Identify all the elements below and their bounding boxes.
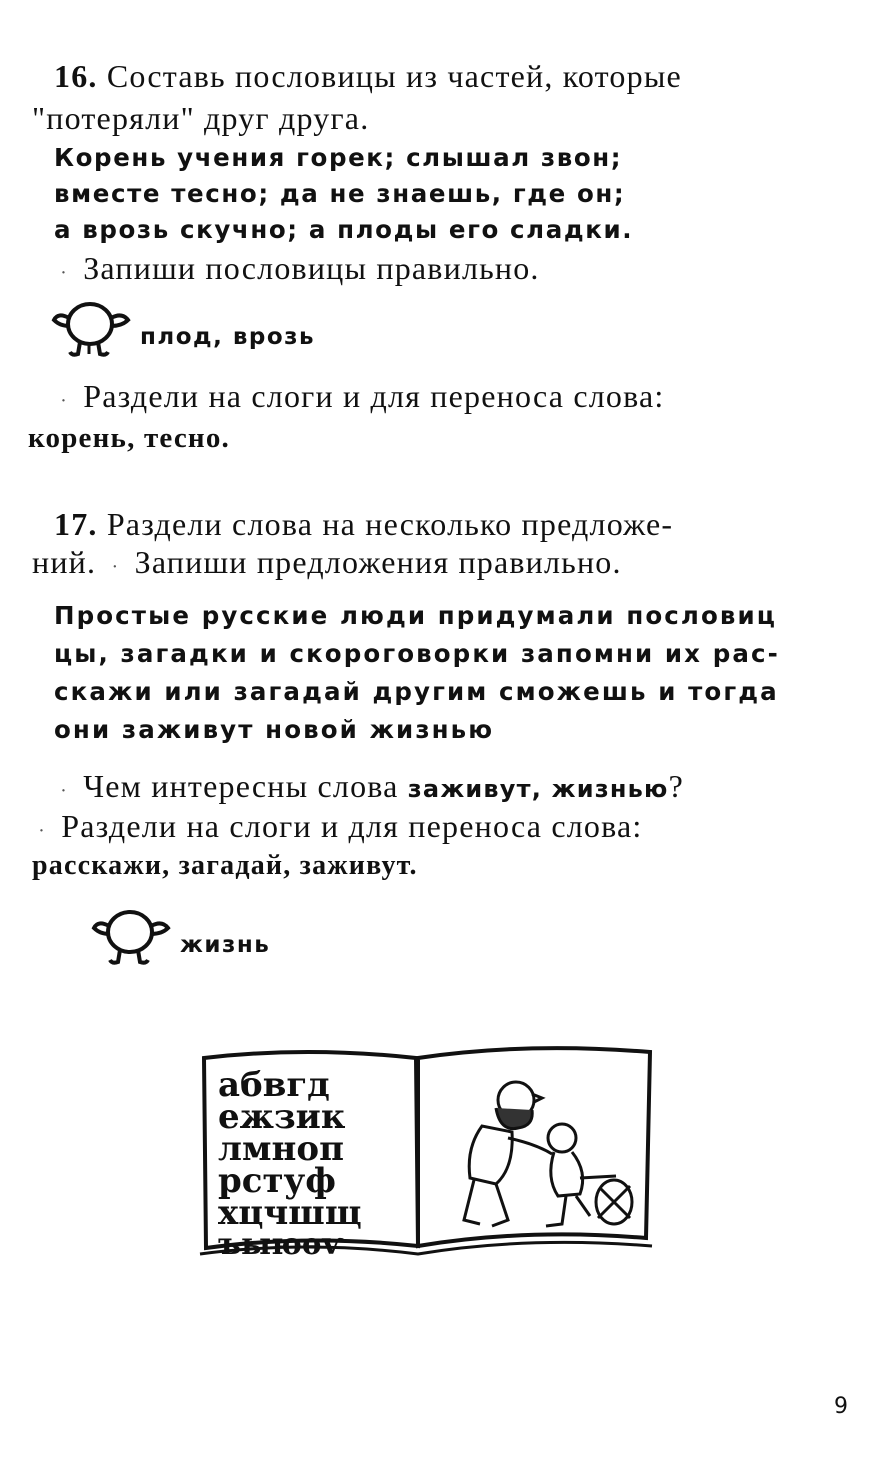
alphabet-row: ежзик xyxy=(218,1097,346,1137)
task17-question xyxy=(54,766,834,811)
task16-instruction2-text: Раздели на слоги и для переноса слова: xyxy=(83,378,665,414)
page-number: 9 xyxy=(834,1394,848,1419)
task16-proverb-line: Корень учения горек; слышал звон; xyxy=(54,143,623,172)
task16-number: 16. xyxy=(54,58,98,94)
alphabet-row: хцчшщ xyxy=(218,1193,362,1233)
task17-number: 17. xyxy=(54,506,98,542)
task16-proverb-line: вместе тесно; да не знаешь, где он; xyxy=(54,179,626,208)
task17-bold-words: расскажи, загадай, заживут. xyxy=(32,850,418,881)
alphabet-row: лмноп xyxy=(218,1129,344,1169)
task17-text-line: скажи или загадай другим сможешь и тогда xyxy=(54,677,779,706)
task17-text-line1: Раздели слова на несколько предложе- xyxy=(106,506,674,542)
dictionary-character-icon xyxy=(90,904,172,970)
task17-question-suffix: ? xyxy=(668,768,684,804)
alphabet-row: абвгд xyxy=(218,1065,330,1105)
task17-text-line2b: Запиши предложения правильно. xyxy=(134,544,622,580)
task17-question-prefix: Чем интересны слова xyxy=(83,768,408,804)
task17-instruction-text: Раздели на слоги и для переноса слова: xyxy=(61,808,643,844)
bullet-icon: · xyxy=(38,820,46,842)
task16-dictionary-words: плод, врозь xyxy=(140,324,316,350)
task17-question-bold: заживут, жизнью xyxy=(407,775,669,803)
task17-text-line2a: ний. xyxy=(32,544,97,580)
task17-dictionary-words: жизнь xyxy=(180,932,271,958)
task16-proverb-line: а врозь скучно; а плоды его сладки. xyxy=(54,215,634,244)
task17-line2 xyxy=(32,542,812,587)
task17-line1 xyxy=(54,504,834,544)
task17-text-line: они заживут новой жизнью xyxy=(54,715,495,744)
task16-text-line1: Составь пословицы из частей, которые xyxy=(106,58,682,94)
task17-text-line: цы, загадки и скороговорки запомни их рас- xyxy=(54,639,780,668)
task16-instruction1 xyxy=(54,248,834,293)
alphabet-row: рстуф xyxy=(218,1161,336,1201)
bullet-icon: · xyxy=(60,262,68,284)
task16-text-line2: "потеряли" друг друга. xyxy=(32,100,370,136)
task16-instruction2 xyxy=(54,376,834,421)
task16-bold-words: корень, тесно. xyxy=(28,422,230,454)
task16-line1 xyxy=(54,56,834,96)
task17-instruction xyxy=(32,806,812,851)
task17-text-line: Простые русские люди придумали пословиц xyxy=(54,601,778,630)
bullet-icon: · xyxy=(60,780,68,802)
alphabet-row: ъыюѳѵ xyxy=(218,1227,344,1262)
open-book-illustration xyxy=(196,1028,656,1268)
dictionary-character-icon xyxy=(50,296,132,362)
bullet-icon: · xyxy=(60,390,68,412)
task16-dictionary-row xyxy=(50,296,315,362)
bullet-icon: · xyxy=(111,556,120,578)
task16-instruction1-text: Запиши пословицы правильно. xyxy=(83,250,540,286)
task17-dictionary-row xyxy=(90,904,270,970)
